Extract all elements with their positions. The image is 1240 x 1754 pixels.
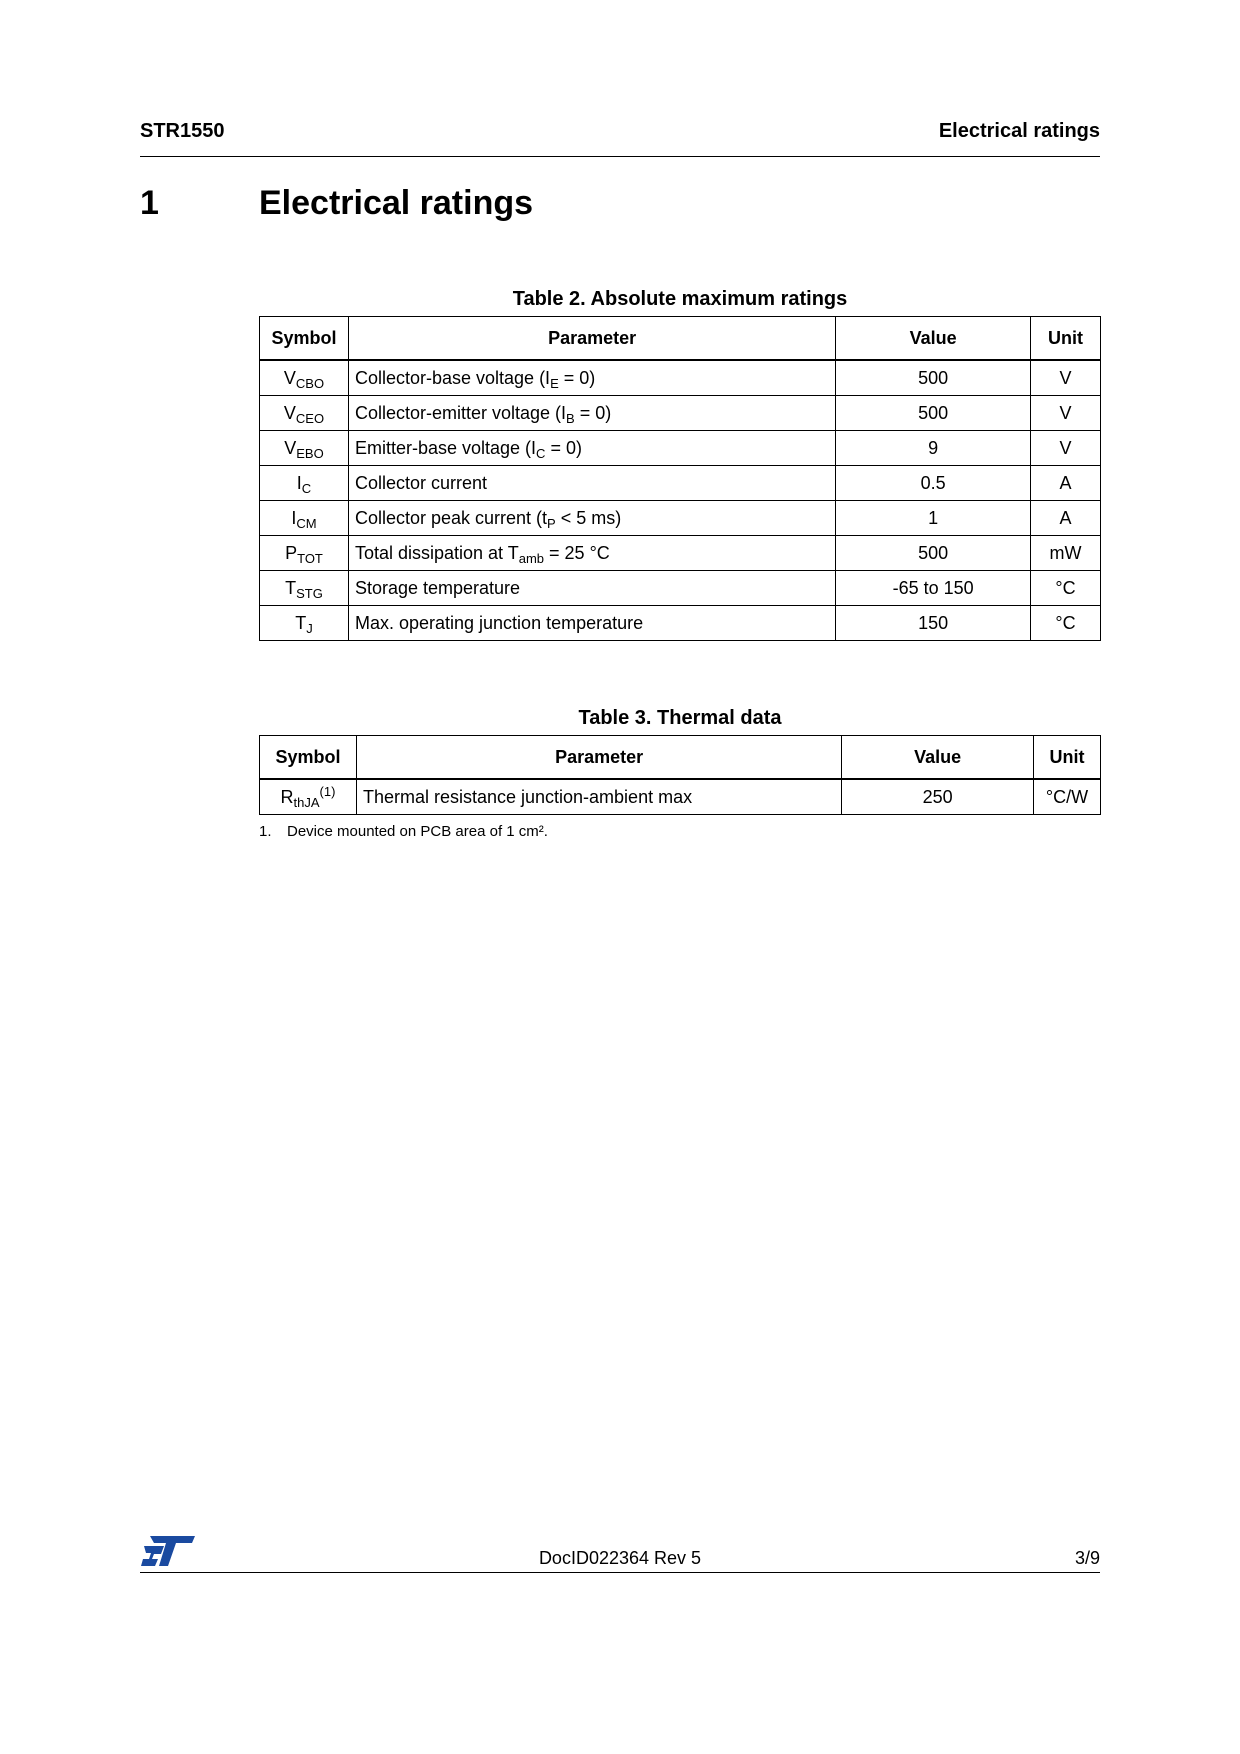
value-cell: 500: [836, 396, 1031, 431]
symbol-cell: $R_{thJA}^{(1)}$: [260, 779, 357, 815]
table-row: [260, 360, 1101, 396]
table-2-caption: Table 2. Absolute maximum ratings: [512, 288, 848, 310]
table-row: [260, 466, 1101, 501]
symbol-cell: $V_{CBO}$: [260, 360, 349, 396]
table-row: [260, 571, 1101, 606]
absolute-max-ratings-table: [259, 316, 1101, 641]
section-title: Electrical ratings: [259, 184, 534, 222]
symbol-cell: $I_{CM}$: [260, 501, 349, 536]
table-row: [260, 396, 1101, 431]
value-cell: -65 to 150: [836, 571, 1031, 606]
table-header-row: [260, 317, 1101, 361]
value-cell: 0.5: [836, 466, 1031, 501]
value-cell: 500: [836, 360, 1031, 396]
parameter-cell: Collector-emitter voltage $(I_B = 0)$: [348, 396, 835, 431]
parameter-cell: Collector current: [348, 466, 835, 501]
col-header-value: Value: [836, 317, 1031, 361]
unit-cell: °C/W: [1034, 779, 1101, 815]
unit-cell: °C: [1031, 571, 1101, 606]
value-cell: 500: [836, 536, 1031, 571]
table-row: [260, 536, 1101, 571]
footnote-number: 1.: [259, 823, 272, 840]
col-header-symbol: Symbol: [260, 317, 349, 361]
unit-cell: °C: [1031, 606, 1101, 641]
symbol-cell: $P_{TOT}$: [260, 536, 349, 571]
parameter-cell: Emitter-base voltage $(I_C = 0)$: [348, 431, 835, 466]
parameter-cell: Collector peak current ($t_P < 5$ ms): [348, 501, 835, 536]
unit-cell: A: [1031, 466, 1101, 501]
parameter-cell: Collector-base voltage $(I_E = 0)$: [348, 360, 835, 396]
table-row: [260, 501, 1101, 536]
col-header-parameter: Parameter: [348, 317, 835, 361]
col-header-value: Value: [842, 736, 1034, 780]
parameter-cell: Thermal resistance junction-ambient max: [356, 779, 841, 815]
page-number: 3/9: [1074, 1548, 1100, 1568]
thermal-data-table: [259, 735, 1101, 815]
table-row: [260, 606, 1101, 641]
table-row: [260, 431, 1101, 466]
symbol-cell: $V_{EBO}$: [260, 431, 349, 466]
value-cell: 150: [836, 606, 1031, 641]
value-cell: 9: [836, 431, 1031, 466]
unit-cell: V: [1031, 431, 1101, 466]
symbol-cell: $I_C$: [260, 466, 349, 501]
table-row: [260, 779, 1101, 815]
table-3-caption: Table 3. Thermal data: [578, 707, 782, 729]
parameter-cell: Total dissipation at $T_{amb} = 25$ °C: [348, 536, 835, 571]
unit-cell: mW: [1031, 536, 1101, 571]
product-name: STR1550: [140, 120, 225, 142]
table-footnote: [259, 823, 548, 840]
page-footer: [140, 1532, 1100, 1573]
unit-cell: V: [1031, 360, 1101, 396]
footnote-text: Device mounted on PCB area of 1 cm².: [287, 823, 548, 840]
unit-cell: V: [1031, 396, 1101, 431]
unit-cell: A: [1031, 501, 1101, 536]
col-header-unit: Unit: [1031, 317, 1101, 361]
header-section-title: Electrical ratings: [938, 120, 1100, 142]
footnote-ref: (1): [319, 783, 336, 799]
value-cell: 1: [836, 501, 1031, 536]
parameter-cell: Storage temperature: [348, 571, 835, 606]
symbol-cell: $V_{CEO}$: [260, 396, 349, 431]
value-cell: 250: [842, 779, 1034, 815]
document-id: DocID022364 Rev 5: [538, 1548, 702, 1568]
symbol-cell: $T_{STG}$: [260, 571, 349, 606]
col-header-symbol: Symbol: [260, 736, 357, 780]
table-header-row: [260, 736, 1101, 780]
parameter-cell: Max. operating junction temperature: [348, 606, 835, 641]
page-header: [140, 120, 1100, 157]
col-header-unit: Unit: [1034, 736, 1101, 780]
col-header-parameter: Parameter: [356, 736, 841, 780]
section-number: 1: [140, 184, 159, 222]
symbol-cell: $T_J$: [260, 606, 349, 641]
